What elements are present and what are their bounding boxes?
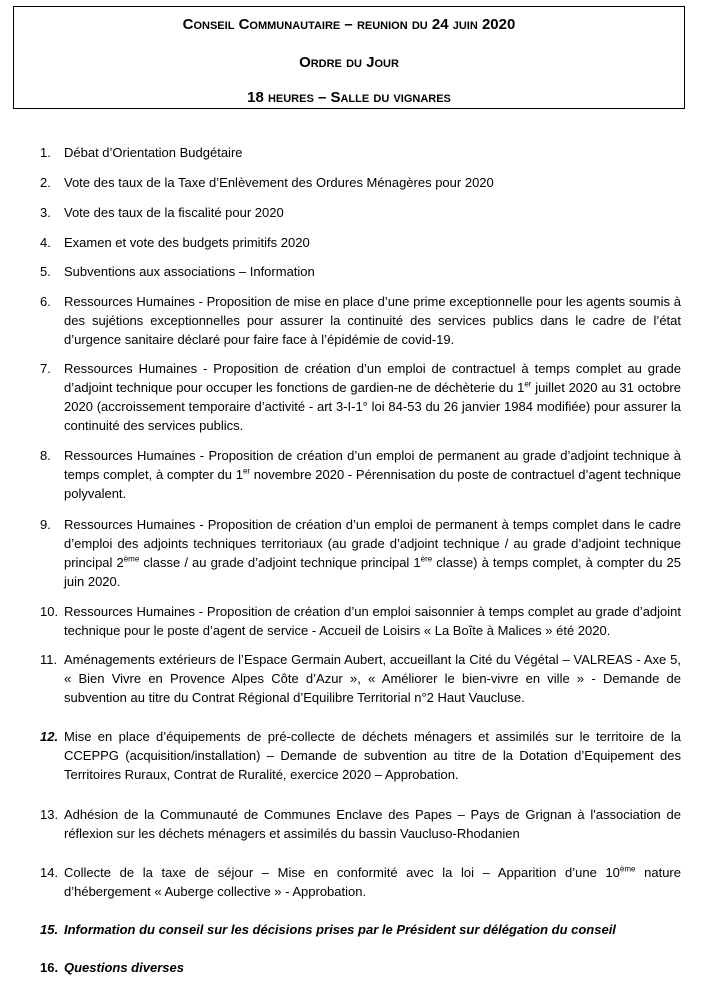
item-number: 12. bbox=[40, 729, 59, 744]
item-number: 15. bbox=[40, 922, 59, 937]
item-text: Mise en place d’équipements de pré-collecte de déchets ménagers et assimilés sur le territoire de la CCEPPG (acquisition/installation) – Demande de subvention au titre de la Dotation d’Equipement des Territoires Ruraux, Contrat de Ruralité, exercice 2020 – Approbation. bbox=[64, 729, 681, 782]
agenda-title: Ordre du Jour bbox=[299, 54, 399, 71]
item-text: Adhésion de la Communauté de Communes Enclave des Papes – Pays de Grignan à l'association de réflexion sur les déchets ménagers et assimilés du bassin Vaucluso-Rhodanien bbox=[64, 807, 681, 841]
item-text: Ressources Humaines - Proposition de mise en place d’une prime exceptionnelle pour les agents soumis à des sujétions exceptionnelles pour assurer la continuité des services publics dans le cadre de l’état d’urgence sanitaire déclaré pour faire face à l’épidémie de covid-19. bbox=[64, 294, 681, 347]
item-text: Ressources Humaines - Proposition de création d’un emploi de permanent à temps complet dans le cadre d’emploi des adjoints techniques territoriaux (au grade d’adjoint technique / au grade d’adjoint technique principal 2ème classe / au grade d’adjoint technique principal 1ère classe) à temps complet, à compter du 25 juin 2020. bbox=[64, 517, 681, 589]
item-number: 3. bbox=[40, 205, 51, 220]
item-text: Questions diverses bbox=[64, 960, 184, 975]
item-number: 9. bbox=[40, 517, 51, 532]
item-text: Subventions aux associations – Information bbox=[64, 264, 315, 279]
item-text: Ressources Humaines - Proposition de création d’un emploi de permanent au grade d’adjoint technique à temps complet, à compter du 1er novembre 2020 - Pérennisation du poste de contractuel d’agent technique polyvalent. bbox=[64, 448, 681, 501]
item-number: 6. bbox=[40, 294, 51, 309]
item-number: 5. bbox=[40, 264, 51, 279]
meeting-title: Conseil Communautaire – reunion du 24 juin 2020 bbox=[182, 16, 516, 33]
meeting-time-location: 18 heures – Salle du vignares bbox=[247, 89, 451, 106]
item-number: 8. bbox=[40, 448, 51, 463]
item-text: Examen et vote des budgets primitifs 2020 bbox=[64, 235, 310, 250]
header-box bbox=[13, 6, 685, 109]
item-text: Collecte de la taxe de séjour – Mise en conformité avec la loi – Apparition d’une 10ème nature d’hébergement « Auberge collective » - Approbation. bbox=[64, 864, 681, 899]
item-number: 10. bbox=[40, 604, 59, 619]
item-text: Information du conseil sur les décisions prises par le Président sur délégation du conseil bbox=[64, 922, 616, 937]
item-text: Aménagements extérieurs de l’Espace Germain Aubert, accueillant la Cité du Végétal – VALREAS - Axe 5, « Bien Vivre en Provence Alpes Côte d’Azur », « Améliorer le bien-vivre en ville » - Demande de subvention au titre du Contrat Régional d’Equilibre Territorial n°2 Haut Vaucluse. bbox=[64, 652, 681, 705]
item-number: 13. bbox=[40, 807, 59, 822]
item-number: 7. bbox=[40, 361, 51, 376]
item-number: 14. bbox=[40, 865, 59, 880]
item-text: Débat d’Orientation Budgétaire bbox=[64, 145, 243, 160]
item-number: 1. bbox=[40, 145, 51, 160]
item-number: 4. bbox=[40, 235, 51, 250]
item-text: Ressources Humaines - Proposition de création d’un emploi de contractuel à temps complet au grade d’adjoint technique pour occuper les fonctions de gardien-ne de déchèterie du 1er juillet 2020 au 31 octobre 2020 (accroissement temporaire d’activité - art 3-I-1° loi 84-53 du 26 janvier 1984 modifiée) pour assurer la continuité des services publics. bbox=[64, 361, 681, 433]
item-number: 2. bbox=[40, 175, 51, 190]
item-text: Ressources Humaines - Proposition de création d’un emploi saisonnier à temps complet au grade d’adjoint technique pour le poste d’agent de service - Accueil de Loisirs « La Boîte à Malices » été 2020. bbox=[64, 604, 681, 638]
item-number: 16. bbox=[40, 960, 59, 975]
item-text: Vote des taux de la Taxe d’Enlèvement des Ordures Ménagères pour 2020 bbox=[64, 175, 494, 190]
item-text: Vote des taux de la fiscalité pour 2020 bbox=[64, 205, 284, 220]
item-number: 11. bbox=[40, 652, 58, 667]
